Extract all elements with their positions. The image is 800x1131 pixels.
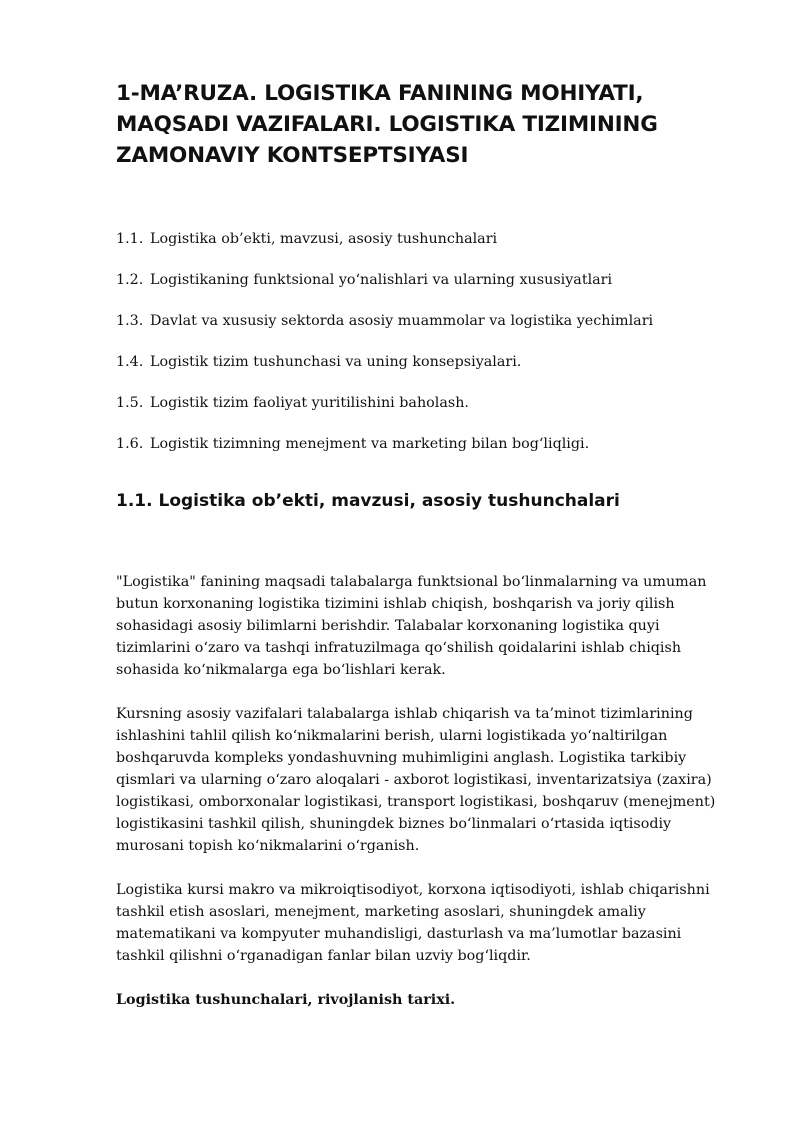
body-paragraph: Kursning asosiy vazifalari talabalarga ishlab chiqarish va ta’minot tizimlarining ishlashini tahlil qilish ko‘nikmalarini berish, ularni logistikada yo‘naltirilgan boshqaruvda kompleks yondashuvning muhimligini anglash. Logistika tarkibiy qismlari va ularning o‘zaro aloqalari - axborot logistikasi, inventarizatsiya (zaxira) logistikasi, omborxonalar logistikasi, transport logistikasi, boshqaruv (menejment) logistikasini tashkil qilish, shuningdek biznes bo‘linmalari o‘rtasida iqtisodiy murosani topish ko‘nikmalarini o‘rganish. bbox=[116, 706, 716, 854]
toc-item-number: 1.6. bbox=[116, 436, 144, 452]
toc-item-number: 1.3. bbox=[116, 313, 144, 329]
toc-item bbox=[116, 434, 722, 454]
toc-item-number: 1.2. bbox=[116, 272, 144, 288]
toc-item-number: 1.4. bbox=[116, 354, 144, 370]
body-paragraph: "Logistika" fanining maqsadi talabalarga funktsional bo‘linmalarning va umuman butun korxonaning logistika tizimini ishlab chiqish, boshqarish va joriy qilish sohasidagi asosiy bilimlarni berishdir. Talabalar korxonaning logistika quyi tizimlarini o‘zaro va tashqi infratuzilmaga qo‘shilish qoidalarini ishlab chiqish sohasida ko‘nikmalarga ega bo‘lishlari kerak. bbox=[116, 574, 707, 678]
toc-item-text: Logistik tizim tushunchasi va uning konsepsiyalari. bbox=[150, 354, 522, 370]
document-title: 1-MA’RUZA. LOGISTIKA FANINING MOHIYATI, MAQSADI VAZIFALARI. LOGISTIKA TIZIMINING ZAMONAVIY KONTSEPTSIYASI bbox=[116, 81, 658, 168]
toc-item-text: Davlat va xususiy sektorda asosiy muammolar va logistika yechimlari bbox=[150, 313, 654, 329]
toc-item-text: Logistik tizim faoliyat yuritilishini baholash. bbox=[150, 395, 469, 411]
toc-item-text: Logistikaning funktsional yo‘nalishlari va ularning xususiyatlari bbox=[150, 272, 613, 288]
toc-item bbox=[116, 352, 722, 372]
toc-item bbox=[116, 311, 722, 331]
body-paragraph: Logistika kursi makro va mikroiqtisodiyot, korxona iqtisodiyoti, ishlab chiqarishni tashkil etish asoslari, menejment, marketing asoslari, shuningdek amaliy matematikani va kompyuter muhandisligi, dasturlash va ma’lumotlar bazasini tashkil qilishni o‘rganadigan fanlar bilan uzviy bog‘liqdir. bbox=[116, 882, 710, 964]
toc-item-text: Logistik tizimning menejment va marketing bilan bog‘liqligi. bbox=[150, 436, 590, 452]
subsection-heading: Logistika tushunchalari, rivojlanish tarixi. bbox=[116, 992, 456, 1008]
toc-item-number: 1.5. bbox=[116, 395, 144, 411]
toc-item-text: Logistika ob’ekti, mavzusi, asosiy tushunchalari bbox=[150, 231, 498, 247]
table-of-contents bbox=[116, 229, 722, 454]
toc-item bbox=[116, 270, 722, 290]
toc-item bbox=[116, 229, 722, 249]
section-heading: 1.1. Logistika ob’ekti, mavzusi, asosiy tushunchalari bbox=[116, 491, 620, 511]
toc-item bbox=[116, 393, 722, 413]
toc-item-number: 1.1. bbox=[116, 231, 144, 247]
